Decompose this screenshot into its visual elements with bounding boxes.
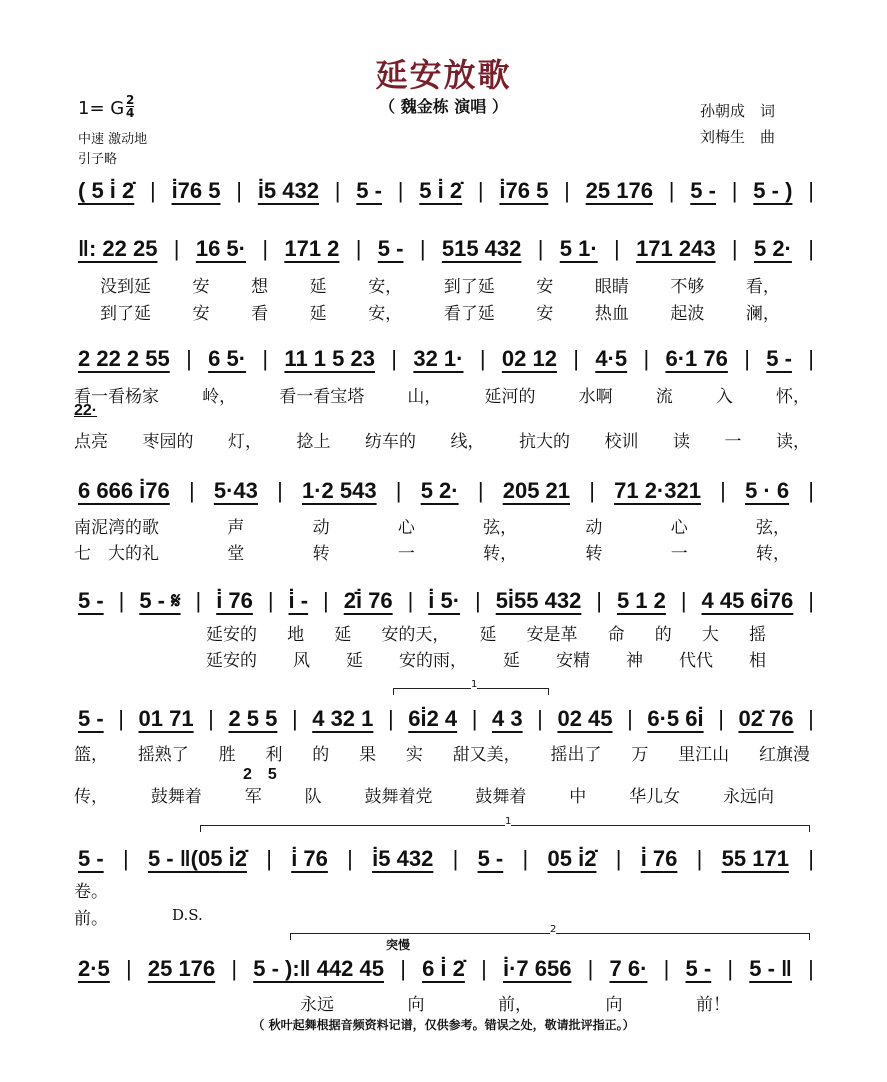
measure: 2·5 xyxy=(78,956,110,981)
measure: 6 666 i̇76 xyxy=(78,478,170,503)
measure: 5 - xyxy=(377,236,404,261)
measure: 02 12 xyxy=(501,346,557,371)
lyric-word: 摇熟了 xyxy=(137,745,189,765)
lyric-word: 转， xyxy=(755,544,790,564)
measure: 4 3 xyxy=(492,706,523,731)
lyric-word: 华儿女 xyxy=(629,787,681,807)
barline: | xyxy=(596,588,602,613)
volta-1 xyxy=(200,816,810,832)
lyric-word: 岭， xyxy=(202,387,237,407)
measure: 515 432 xyxy=(441,236,522,261)
measure: 4·5 xyxy=(595,346,628,371)
lyric-word: 安是革 xyxy=(526,625,578,645)
measure: 71 2·321 xyxy=(614,478,701,503)
lyric-word: 山， xyxy=(407,387,442,407)
lyric-word: 热血 xyxy=(594,304,629,324)
barline: | xyxy=(668,178,675,203)
barline: | xyxy=(395,478,402,503)
measure: 5 - xyxy=(78,706,104,731)
measure: 5 - xyxy=(685,956,712,981)
barline: | xyxy=(537,236,544,261)
lyric-word: 到了延 xyxy=(100,304,151,324)
staff-row xyxy=(74,844,814,874)
barline: | xyxy=(195,588,202,613)
measure: 5 - xyxy=(766,346,792,371)
barline: | xyxy=(266,846,272,871)
lyric-word: 安 xyxy=(192,277,210,297)
measure: 5 i̇ 2̇ xyxy=(419,178,463,203)
staff-row xyxy=(74,344,814,374)
staff-row xyxy=(74,954,814,984)
barline: | xyxy=(397,178,404,203)
barline: | xyxy=(267,588,274,613)
barline: | xyxy=(188,478,195,503)
barline: | xyxy=(587,956,594,981)
barline: | xyxy=(808,846,814,871)
lyric-word: 前， xyxy=(498,995,532,1015)
barline: | xyxy=(615,846,622,871)
measure: 6i̇2 4 xyxy=(408,706,458,731)
measure: i̇ 76 xyxy=(291,846,328,871)
lyric-word: 一 xyxy=(724,432,742,452)
lyric-word: 的 xyxy=(654,625,672,645)
lyric-word: 枣园的 xyxy=(142,432,194,452)
measure: 6 i̇ 2̇ xyxy=(422,956,465,981)
barline: | xyxy=(118,706,124,731)
lyricist: 孙朝成 词 xyxy=(700,102,776,120)
lyric-word: 果 xyxy=(359,745,377,765)
barline: | xyxy=(727,956,734,981)
measure: 5 - ) xyxy=(753,178,793,203)
lyric-word: 万 xyxy=(631,745,649,765)
barline: | xyxy=(419,236,426,261)
lyric-word: 甜又美， xyxy=(452,745,521,765)
lyric-word: 延 xyxy=(479,625,497,645)
lyric-word: 校训 xyxy=(604,432,639,452)
measure: i̇ 76 xyxy=(640,846,678,871)
barline: | xyxy=(122,846,129,871)
lyric-word: 堂 xyxy=(227,544,245,564)
barline: | xyxy=(150,178,156,203)
lyric-word: 不够 xyxy=(670,277,705,297)
lyric-end: 前。 xyxy=(74,909,108,929)
lyric-word: 延 xyxy=(503,651,520,671)
measure: 02 45 xyxy=(557,706,613,731)
lyric-word: 风 xyxy=(293,651,310,671)
lyric-word: 起波 xyxy=(670,304,705,324)
time-signature xyxy=(126,94,134,119)
lyric-word: 七 大的礼 xyxy=(74,544,159,564)
measure: 05 i̇2̇ xyxy=(547,846,597,871)
barline: | xyxy=(118,588,125,613)
measure: 5 2· xyxy=(753,236,792,261)
lyric-word: 转 xyxy=(585,544,603,564)
measure: 6·1 76 xyxy=(665,346,728,371)
measure: i̇76 5 xyxy=(171,178,221,203)
lyric-word: 相 xyxy=(749,651,766,671)
measure: 2 22 2 55 xyxy=(78,346,170,371)
measure: 5 - ):‖ 442 45 xyxy=(253,956,385,981)
lyric-word: 延 xyxy=(309,277,327,297)
measure: 205 21 xyxy=(502,478,571,503)
lyric-word: 延河的 xyxy=(484,387,536,407)
lyric-word: 延安的 xyxy=(206,625,257,645)
barline: | xyxy=(663,956,670,981)
barline: | xyxy=(744,346,750,371)
barline: | xyxy=(808,588,814,613)
tempo-change: 突慢 xyxy=(386,938,411,952)
lyric-word: 心 xyxy=(397,518,415,538)
measure: 5 · 6 xyxy=(745,478,790,503)
lyric-word: 代代 xyxy=(679,651,713,671)
barline: | xyxy=(808,236,814,261)
lyric-word: 点亮 xyxy=(74,432,108,452)
barline: | xyxy=(236,178,243,203)
lyric-word: 传， xyxy=(74,787,108,807)
barline: | xyxy=(589,478,595,503)
measure: 02̇ 76 xyxy=(738,706,794,731)
staff-row xyxy=(74,704,814,734)
volta-1 xyxy=(393,679,549,695)
staff-row xyxy=(74,476,814,506)
barline: | xyxy=(471,706,478,731)
lyric-word: 前！ xyxy=(696,995,730,1015)
barline: | xyxy=(720,478,726,503)
measure: i̇·7 656 xyxy=(502,956,572,981)
lyrics-row xyxy=(74,539,790,564)
barline: | xyxy=(125,956,132,981)
measure: i̇ - xyxy=(288,588,309,613)
lyric-word: 水啊 xyxy=(578,387,613,407)
lyric-word: 看一看杨家 xyxy=(74,387,159,407)
barline: | xyxy=(522,846,529,871)
lyric-word: 安的天， xyxy=(381,625,450,645)
barline: | xyxy=(291,706,298,731)
lyric-word: 抗大的 xyxy=(519,432,570,452)
lyric-word: 安， xyxy=(368,304,403,324)
measure: 01 71 xyxy=(138,706,194,731)
barline: | xyxy=(808,478,814,503)
lyric-word: 读 xyxy=(673,432,690,452)
alt-notes: 22· xyxy=(74,402,98,419)
lyrics-row xyxy=(74,740,810,765)
measure: 5 - 𝄋 xyxy=(139,588,181,613)
measure: 2̇i̇ 76 xyxy=(343,588,393,613)
lyric-word: 军 xyxy=(244,787,262,807)
measure: 5 1· xyxy=(559,236,598,261)
measure: ‖: 22 25 xyxy=(78,236,158,261)
lyric-word: 里江山 xyxy=(678,745,730,765)
lyric-word: 安精 xyxy=(556,651,590,671)
lyric-word: 澜， xyxy=(745,304,780,324)
volta-number: 1 xyxy=(505,816,512,827)
measure: 5 1 2 xyxy=(616,588,666,613)
lyric-word: 看 xyxy=(251,304,269,324)
lyric-word: 安 xyxy=(192,304,210,324)
alt-notes: 2 5 xyxy=(243,766,277,783)
barline: | xyxy=(452,846,459,871)
measure: 25 176 xyxy=(147,956,216,981)
intro-note: 引子略 xyxy=(78,152,118,167)
lyric-word: 入 xyxy=(715,387,733,407)
measure: 7 6· xyxy=(609,956,648,981)
staff-row xyxy=(74,176,814,206)
lyrics-row xyxy=(100,272,780,297)
lyric-word: 永远向 xyxy=(723,787,774,807)
barline: | xyxy=(355,236,362,261)
volta-number: 2 xyxy=(550,924,557,935)
barline: | xyxy=(391,346,398,371)
lyric-word: 弦， xyxy=(755,518,790,538)
measure: i̇ 76 xyxy=(216,588,253,613)
barline: | xyxy=(808,956,814,981)
measure: 16 5· xyxy=(195,236,246,261)
lyric-word: 的 xyxy=(312,745,330,765)
measure: 171 2 xyxy=(284,236,340,261)
measure: 1·2 543 xyxy=(301,478,377,503)
measure: 5·43 xyxy=(213,478,258,503)
lyric-word: 动 xyxy=(312,518,330,538)
lyric-word: 红旗漫 xyxy=(758,745,810,765)
barline: | xyxy=(680,588,687,613)
time-top: 2 xyxy=(126,93,135,107)
lyric-word: 安， xyxy=(368,277,403,297)
measure: 6 5· xyxy=(208,346,247,371)
lyric-word: 南泥湾的歌 xyxy=(74,518,159,538)
barline: | xyxy=(323,588,329,613)
lyric-word: 声 xyxy=(227,518,245,538)
lyric-word: 灯， xyxy=(228,432,262,452)
lyrics-row xyxy=(206,646,766,671)
barline: | xyxy=(481,956,487,981)
lyric-word: 摇 xyxy=(748,625,766,645)
measure: 55 171 xyxy=(721,846,789,871)
barline: | xyxy=(479,346,486,371)
lyric-word: 摇出了 xyxy=(550,745,602,765)
lyric-word: 流 xyxy=(655,387,673,407)
lyrics-row xyxy=(74,782,774,807)
lyric-word: 利 xyxy=(265,745,283,765)
lyric-word: 看了延 xyxy=(443,304,495,324)
lyric-word: 篮， xyxy=(74,745,108,765)
measure: 11 1 5 23 xyxy=(284,346,375,371)
lyric-word: 向 xyxy=(407,995,425,1015)
measure: 5 - xyxy=(690,178,716,203)
lyrics-row xyxy=(74,427,810,452)
lyric-word: 没到延 xyxy=(100,277,151,297)
staff-row xyxy=(74,586,814,616)
lyric-word: 地 xyxy=(287,625,305,645)
lyric-word: 延 xyxy=(309,304,327,324)
measure: 5 - xyxy=(78,846,104,871)
measure: 2 5 5 xyxy=(228,706,278,731)
lyric-word: 线， xyxy=(450,432,485,452)
tempo-marking: 中速 激动地 xyxy=(78,132,148,147)
barline: | xyxy=(537,706,543,731)
barline: | xyxy=(477,478,484,503)
measure: 6·5 6i̇ xyxy=(647,706,704,731)
performer: （ 魏金栋 演唱 ） xyxy=(379,97,508,116)
measure: 171 243 xyxy=(636,236,716,261)
key-signature: 1= G xyxy=(78,98,125,119)
lyric-word: 一 xyxy=(397,544,415,564)
lyric-word: 延安的 xyxy=(206,651,257,671)
footer-note: （ 秋叶起舞根据音频资料记谱，仅供参考。错误之处，敬请批评指正。） xyxy=(252,1018,635,1032)
lyric-word: 弦， xyxy=(483,518,518,538)
barline: | xyxy=(262,346,269,371)
barline: | xyxy=(718,706,724,731)
measure: ( 5 i̇ 2̇ xyxy=(78,178,135,203)
measure: 25 176 xyxy=(585,178,653,203)
time-bottom: 4 xyxy=(126,106,135,120)
barline: | xyxy=(475,588,481,613)
lyric-word: 心 xyxy=(670,518,688,538)
lyric-word: 永远 xyxy=(300,995,334,1015)
barline: | xyxy=(808,706,814,731)
barline: | xyxy=(186,346,192,371)
lyric-word: 向 xyxy=(605,995,623,1015)
lyric-word: 中 xyxy=(569,787,587,807)
lyric-word: 神 xyxy=(626,651,643,671)
barline: | xyxy=(477,178,484,203)
measure: 5 - xyxy=(477,846,504,871)
measure: 5 - ‖ xyxy=(749,956,792,981)
lyrics-row xyxy=(206,620,766,645)
lyric-word: 延 xyxy=(346,651,363,671)
measure: 32 1· xyxy=(413,346,464,371)
lyrics-row xyxy=(100,299,780,324)
barline: | xyxy=(262,236,269,261)
lyric-word: 一 xyxy=(670,544,688,564)
lyric-word: 安 xyxy=(536,304,554,324)
barline: | xyxy=(573,346,579,371)
barline: | xyxy=(808,178,814,203)
barline: | xyxy=(231,956,238,981)
barline: | xyxy=(347,846,353,871)
lyrics-row xyxy=(74,382,810,407)
barline: | xyxy=(731,178,738,203)
lyric-word: 眼睛 xyxy=(594,277,629,297)
measure: 4 32 1 xyxy=(312,706,374,731)
dal-segno: D.S. xyxy=(172,906,203,924)
lyric-word: 延 xyxy=(334,625,352,645)
measure: i̇ 5· xyxy=(428,588,461,613)
barline: | xyxy=(643,346,650,371)
lyric-word: 队 xyxy=(304,787,322,807)
measure: i̇76 5 xyxy=(499,178,549,203)
lyric-word: 怀， xyxy=(776,387,810,407)
barline: | xyxy=(564,178,570,203)
lyric-word: 鼓舞着 xyxy=(475,787,527,807)
song-title: 延安放歌 xyxy=(375,56,512,94)
lyric-word: 命 xyxy=(607,625,625,645)
barline: | xyxy=(696,846,703,871)
barline: | xyxy=(614,236,620,261)
lyric-word: 看一看宝塔 xyxy=(279,387,365,407)
measure: 5 - xyxy=(356,178,382,203)
measure: 4 45 6i̇76 xyxy=(701,588,794,613)
lyric-word: 鼓舞着党 xyxy=(364,787,433,807)
barline: | xyxy=(173,236,180,261)
lyric-word: 鼓舞着 xyxy=(150,787,202,807)
barline: | xyxy=(808,346,814,371)
barline: | xyxy=(387,706,394,731)
lyric-word: 胜 xyxy=(218,745,236,765)
measure: 5 - ‖(05 i̇2̇ xyxy=(147,846,247,871)
lyric-word: 转， xyxy=(483,544,518,564)
composer: 刘梅生 曲 xyxy=(700,128,776,146)
lyric-word: 想 xyxy=(251,277,269,297)
barline: | xyxy=(277,478,283,503)
staff-row xyxy=(74,234,814,264)
lyric-word: 转 xyxy=(312,544,330,564)
lyric-word: 安 xyxy=(536,277,554,297)
lyric-word: 纺车的 xyxy=(365,432,416,452)
barline: | xyxy=(407,588,414,613)
lyric-word: 大 xyxy=(701,625,719,645)
lyric-word: 动 xyxy=(585,518,603,538)
measure: 5 2· xyxy=(420,478,459,503)
lyrics-row xyxy=(74,513,790,538)
lyric-word: 捻上 xyxy=(296,432,331,452)
lyric-end: 卷。 xyxy=(74,882,108,902)
lyric-word: 读， xyxy=(776,432,810,452)
volta-2 xyxy=(290,924,810,940)
measure: 5 - xyxy=(78,588,104,613)
measure: 5i̇55 432 xyxy=(495,588,582,613)
barline: | xyxy=(731,236,738,261)
barline: | xyxy=(208,706,214,731)
lyric-word: 到了延 xyxy=(443,277,495,297)
barline: | xyxy=(627,706,633,731)
volta-number: 1 xyxy=(471,679,478,690)
lyric-word: 实 xyxy=(405,745,423,765)
lyric-word: 安的雨， xyxy=(399,651,467,671)
barline: | xyxy=(400,956,406,981)
barline: | xyxy=(334,178,341,203)
lyrics-row xyxy=(300,990,730,1015)
measure: i̇5 432 xyxy=(257,178,319,203)
lyric-word: 看， xyxy=(745,277,780,297)
measure: i̇5 432 xyxy=(372,846,434,871)
